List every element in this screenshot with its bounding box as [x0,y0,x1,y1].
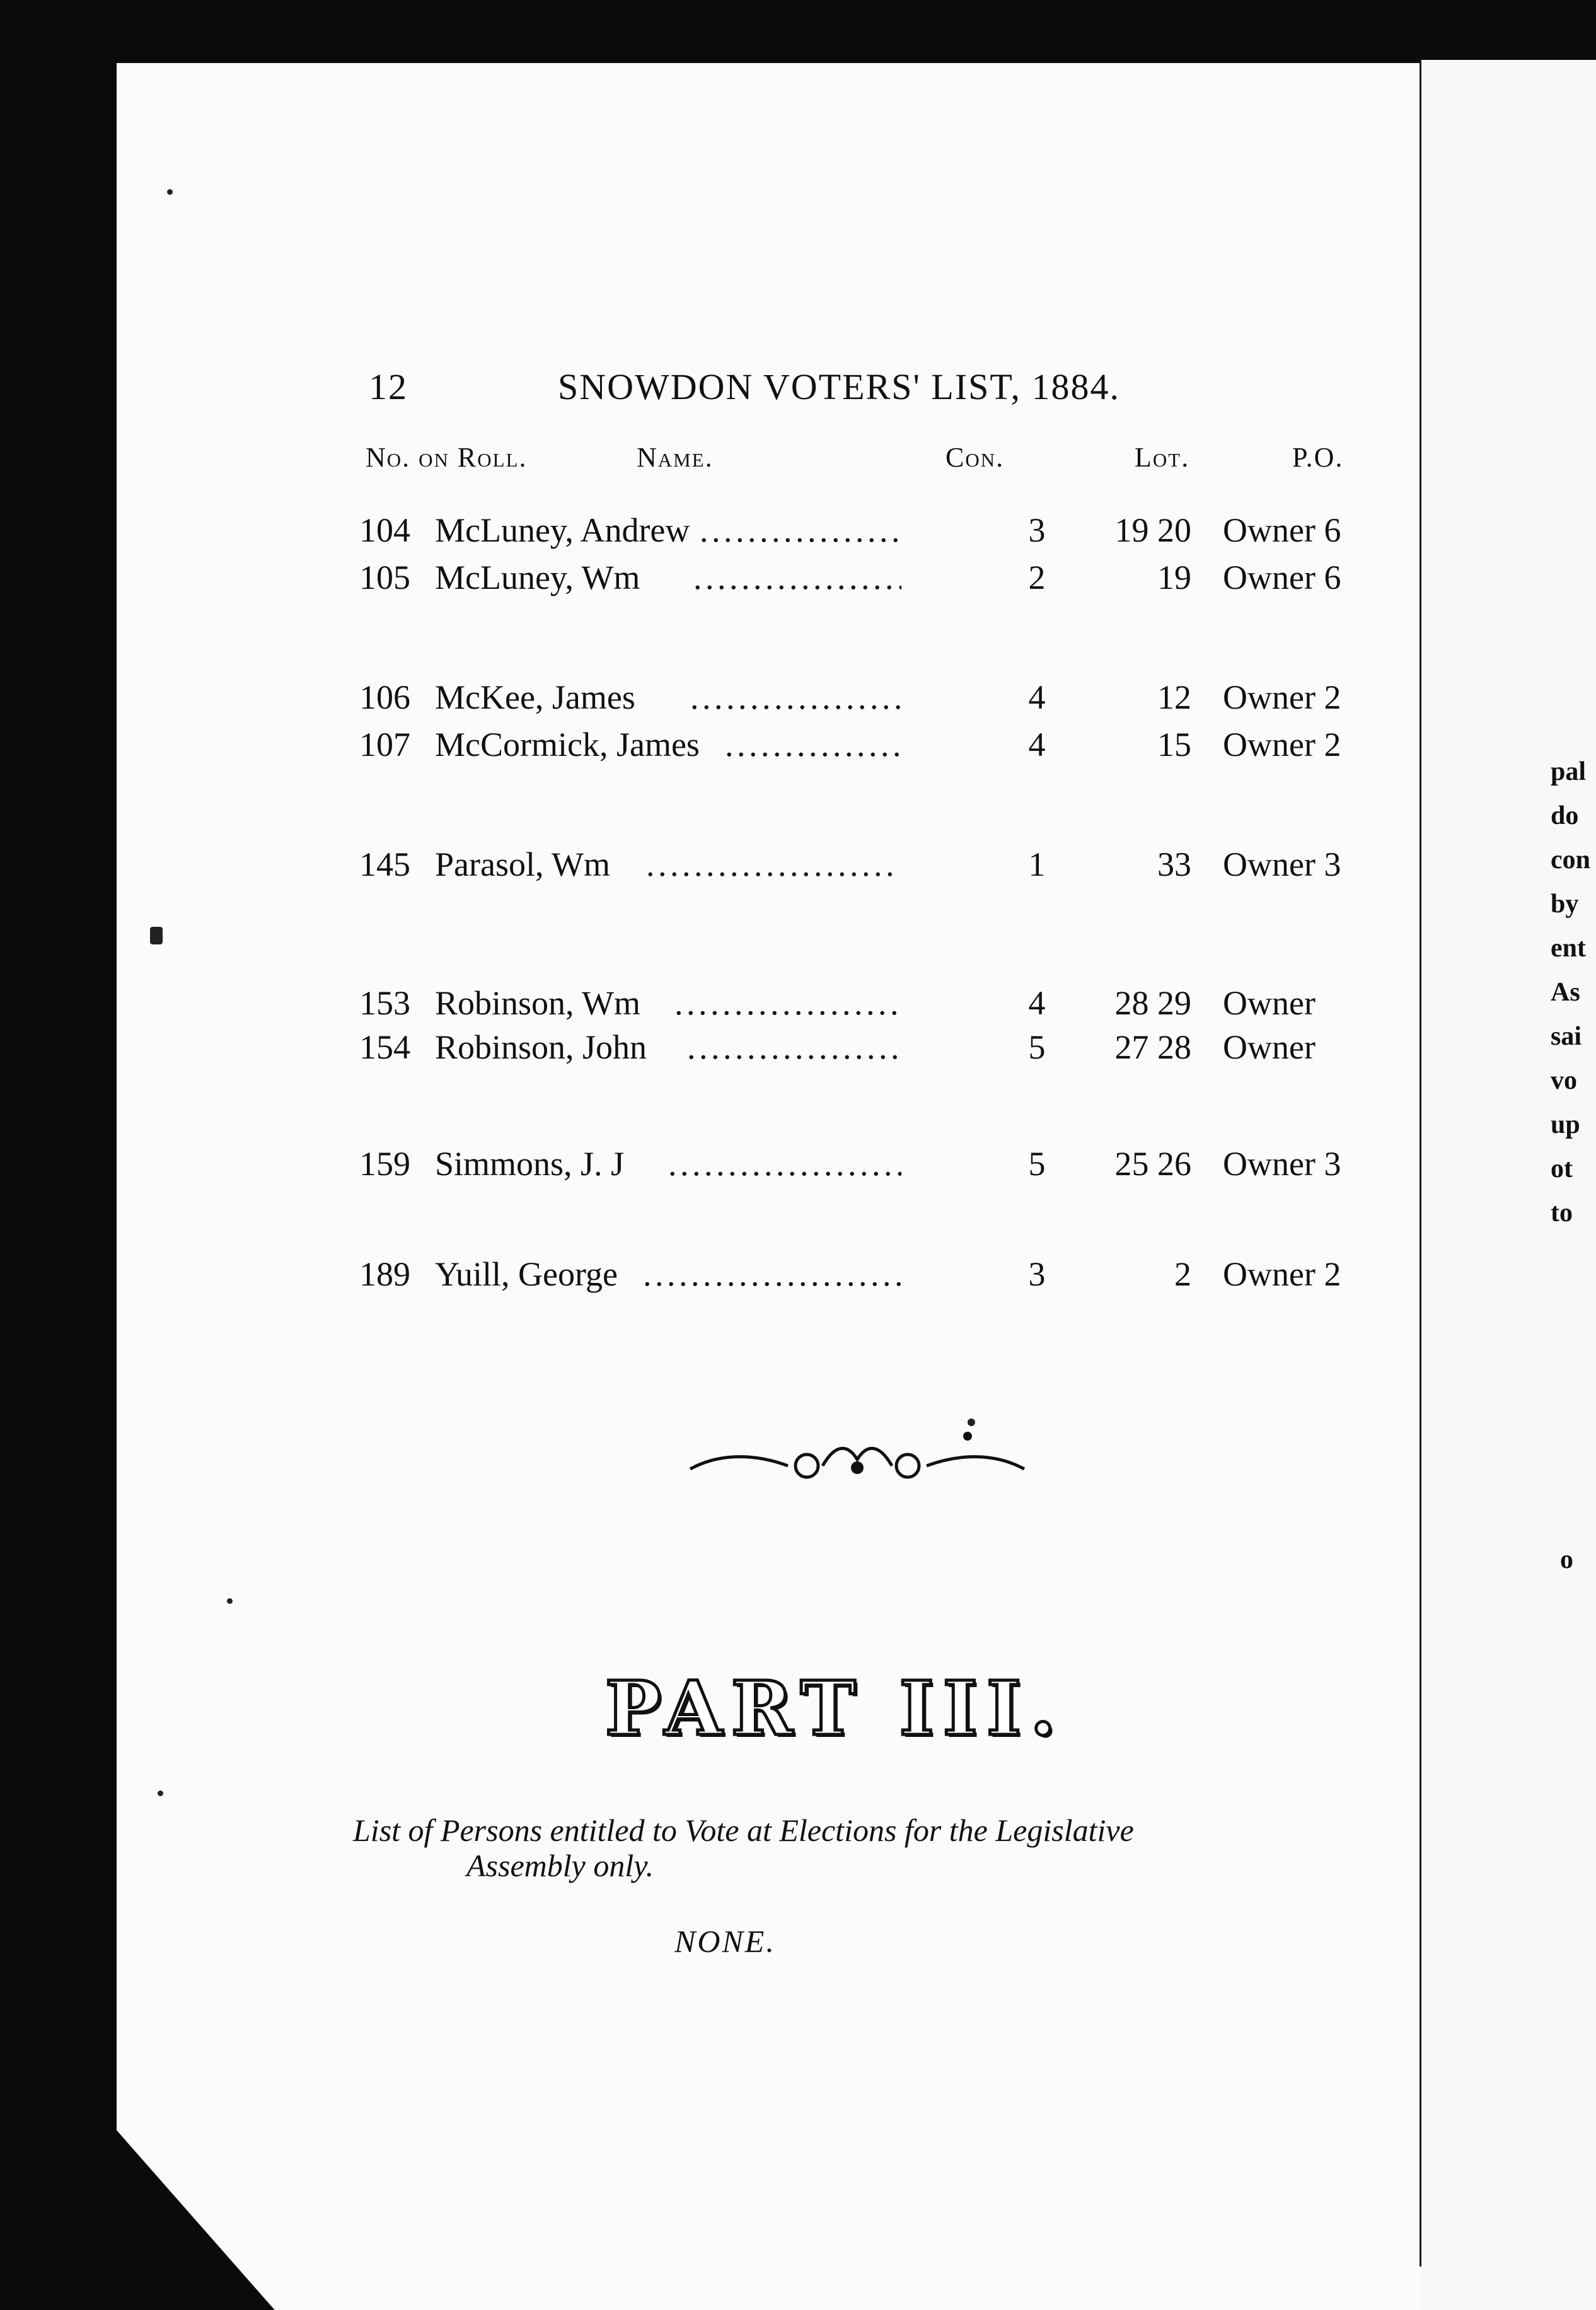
leader-dots [725,725,901,764]
scan-speck [158,1791,163,1796]
margin-fragment: con [1551,845,1590,874]
concession: 5 [1028,1028,1046,1066]
voter-row [0,984,1596,1028]
lot: 2 [1174,1255,1191,1293]
margin-fragment: sai [1551,1022,1582,1051]
voter-row [0,678,1596,722]
description-line: List of Persons entitled to Vote at Elections for the Legislative [353,1813,1134,1848]
lot: 28 29 [1114,984,1191,1022]
lot: 27 28 [1114,1028,1191,1066]
leader-dots [646,845,898,884]
post-office: Owner 2 [1223,678,1341,716]
decorative-ornament [687,1431,1027,1488]
voter-name: Yuill, George [435,1255,618,1293]
margin-fragment: up [1551,1110,1580,1139]
lot: 19 [1157,559,1191,596]
roll-number: 145 [359,845,410,883]
concession: 1 [1028,845,1046,883]
margin-fragment: ot [1551,1154,1573,1183]
post-office: Owner 6 [1223,559,1341,596]
voter-row [0,725,1596,769]
post-office: Owner 6 [1223,511,1341,549]
post-office: Owner 2 [1223,726,1341,763]
voter-row [0,1255,1596,1299]
roll-number: 107 [359,726,410,763]
voter-name: Simmons, J. J [435,1145,625,1183]
roll-number: 159 [359,1145,410,1183]
leader-dots [690,678,901,717]
margin-fragment: to [1551,1199,1573,1228]
concession: 4 [1028,984,1046,1022]
voter-row [0,511,1596,555]
voter-name: McLuney, Wm [435,559,640,596]
lot: 33 [1157,845,1191,883]
col-header-lot: Lot. [1135,442,1190,473]
col-header-name: Name. [637,442,714,473]
margin-fragment: do [1551,801,1579,830]
voter-name: Robinson, Wm [435,984,641,1022]
leader-dots [668,1144,901,1183]
concession: 2 [1028,559,1046,596]
roll-number: 105 [359,559,410,596]
description-line: Assembly only. [466,1848,654,1883]
margin-fragment: vo [1551,1066,1577,1095]
post-office: Owner 3 [1223,845,1341,883]
voter-row [0,1144,1596,1188]
scan-speck [150,927,163,944]
concession: 4 [1028,726,1046,763]
margin-fragment: ent [1551,934,1586,963]
post-office: Owner 2 [1223,1255,1341,1293]
page-number: 12 [369,366,408,407]
roll-number: 189 [359,1255,410,1293]
leader-dots [693,558,901,597]
margin-fragment: As [1551,978,1580,1007]
roll-number: 104 [359,511,410,549]
col-header-po: P.O. [1292,442,1344,473]
leader-dots [700,511,901,550]
roll-number: 153 [359,984,410,1022]
concession: 4 [1028,678,1046,716]
post-office: Owner 3 [1223,1145,1341,1183]
voter-row [0,558,1596,602]
lot: 12 [1157,678,1191,716]
leader-dots [643,1255,901,1294]
voter-row [0,1028,1596,1072]
voter-row [0,845,1596,889]
voter-name: McLuney, Andrew [435,511,690,549]
leader-dots [687,1028,901,1067]
lot: 19 20 [1114,511,1191,549]
page-title: SNOWDON VOTERS' LIST, 1884. [558,366,1121,407]
col-header-con: Con. [945,442,1005,473]
concession: 5 [1028,1145,1046,1183]
roll-number: 106 [359,678,410,716]
margin-fragment: pal [1551,757,1587,786]
lot: 15 [1157,726,1191,763]
voter-name: Parasol, Wm [435,845,610,883]
part-heading: PART III. [605,1664,1065,1752]
scan-speck [968,1419,975,1426]
post-office: Owner [1223,1028,1316,1066]
leader-dots [674,984,901,1023]
lot: 25 26 [1114,1145,1191,1183]
scan-speck [227,1598,233,1604]
concession: 3 [1028,1255,1046,1293]
concession: 3 [1028,511,1046,549]
scan-speck [167,189,173,195]
col-header-no: No. on Roll. [366,442,528,473]
post-office: Owner [1223,984,1316,1022]
voter-name: McKee, James [435,678,635,716]
voter-name: McCormick, James [435,726,700,763]
margin-fragment: by [1551,890,1579,919]
part-description [353,1813,1368,1883]
voter-name: Robinson, John [435,1028,647,1066]
margin-fragment: o [1560,1545,1573,1574]
roll-number: 154 [359,1028,410,1066]
none-label: NONE. [674,1924,776,1959]
